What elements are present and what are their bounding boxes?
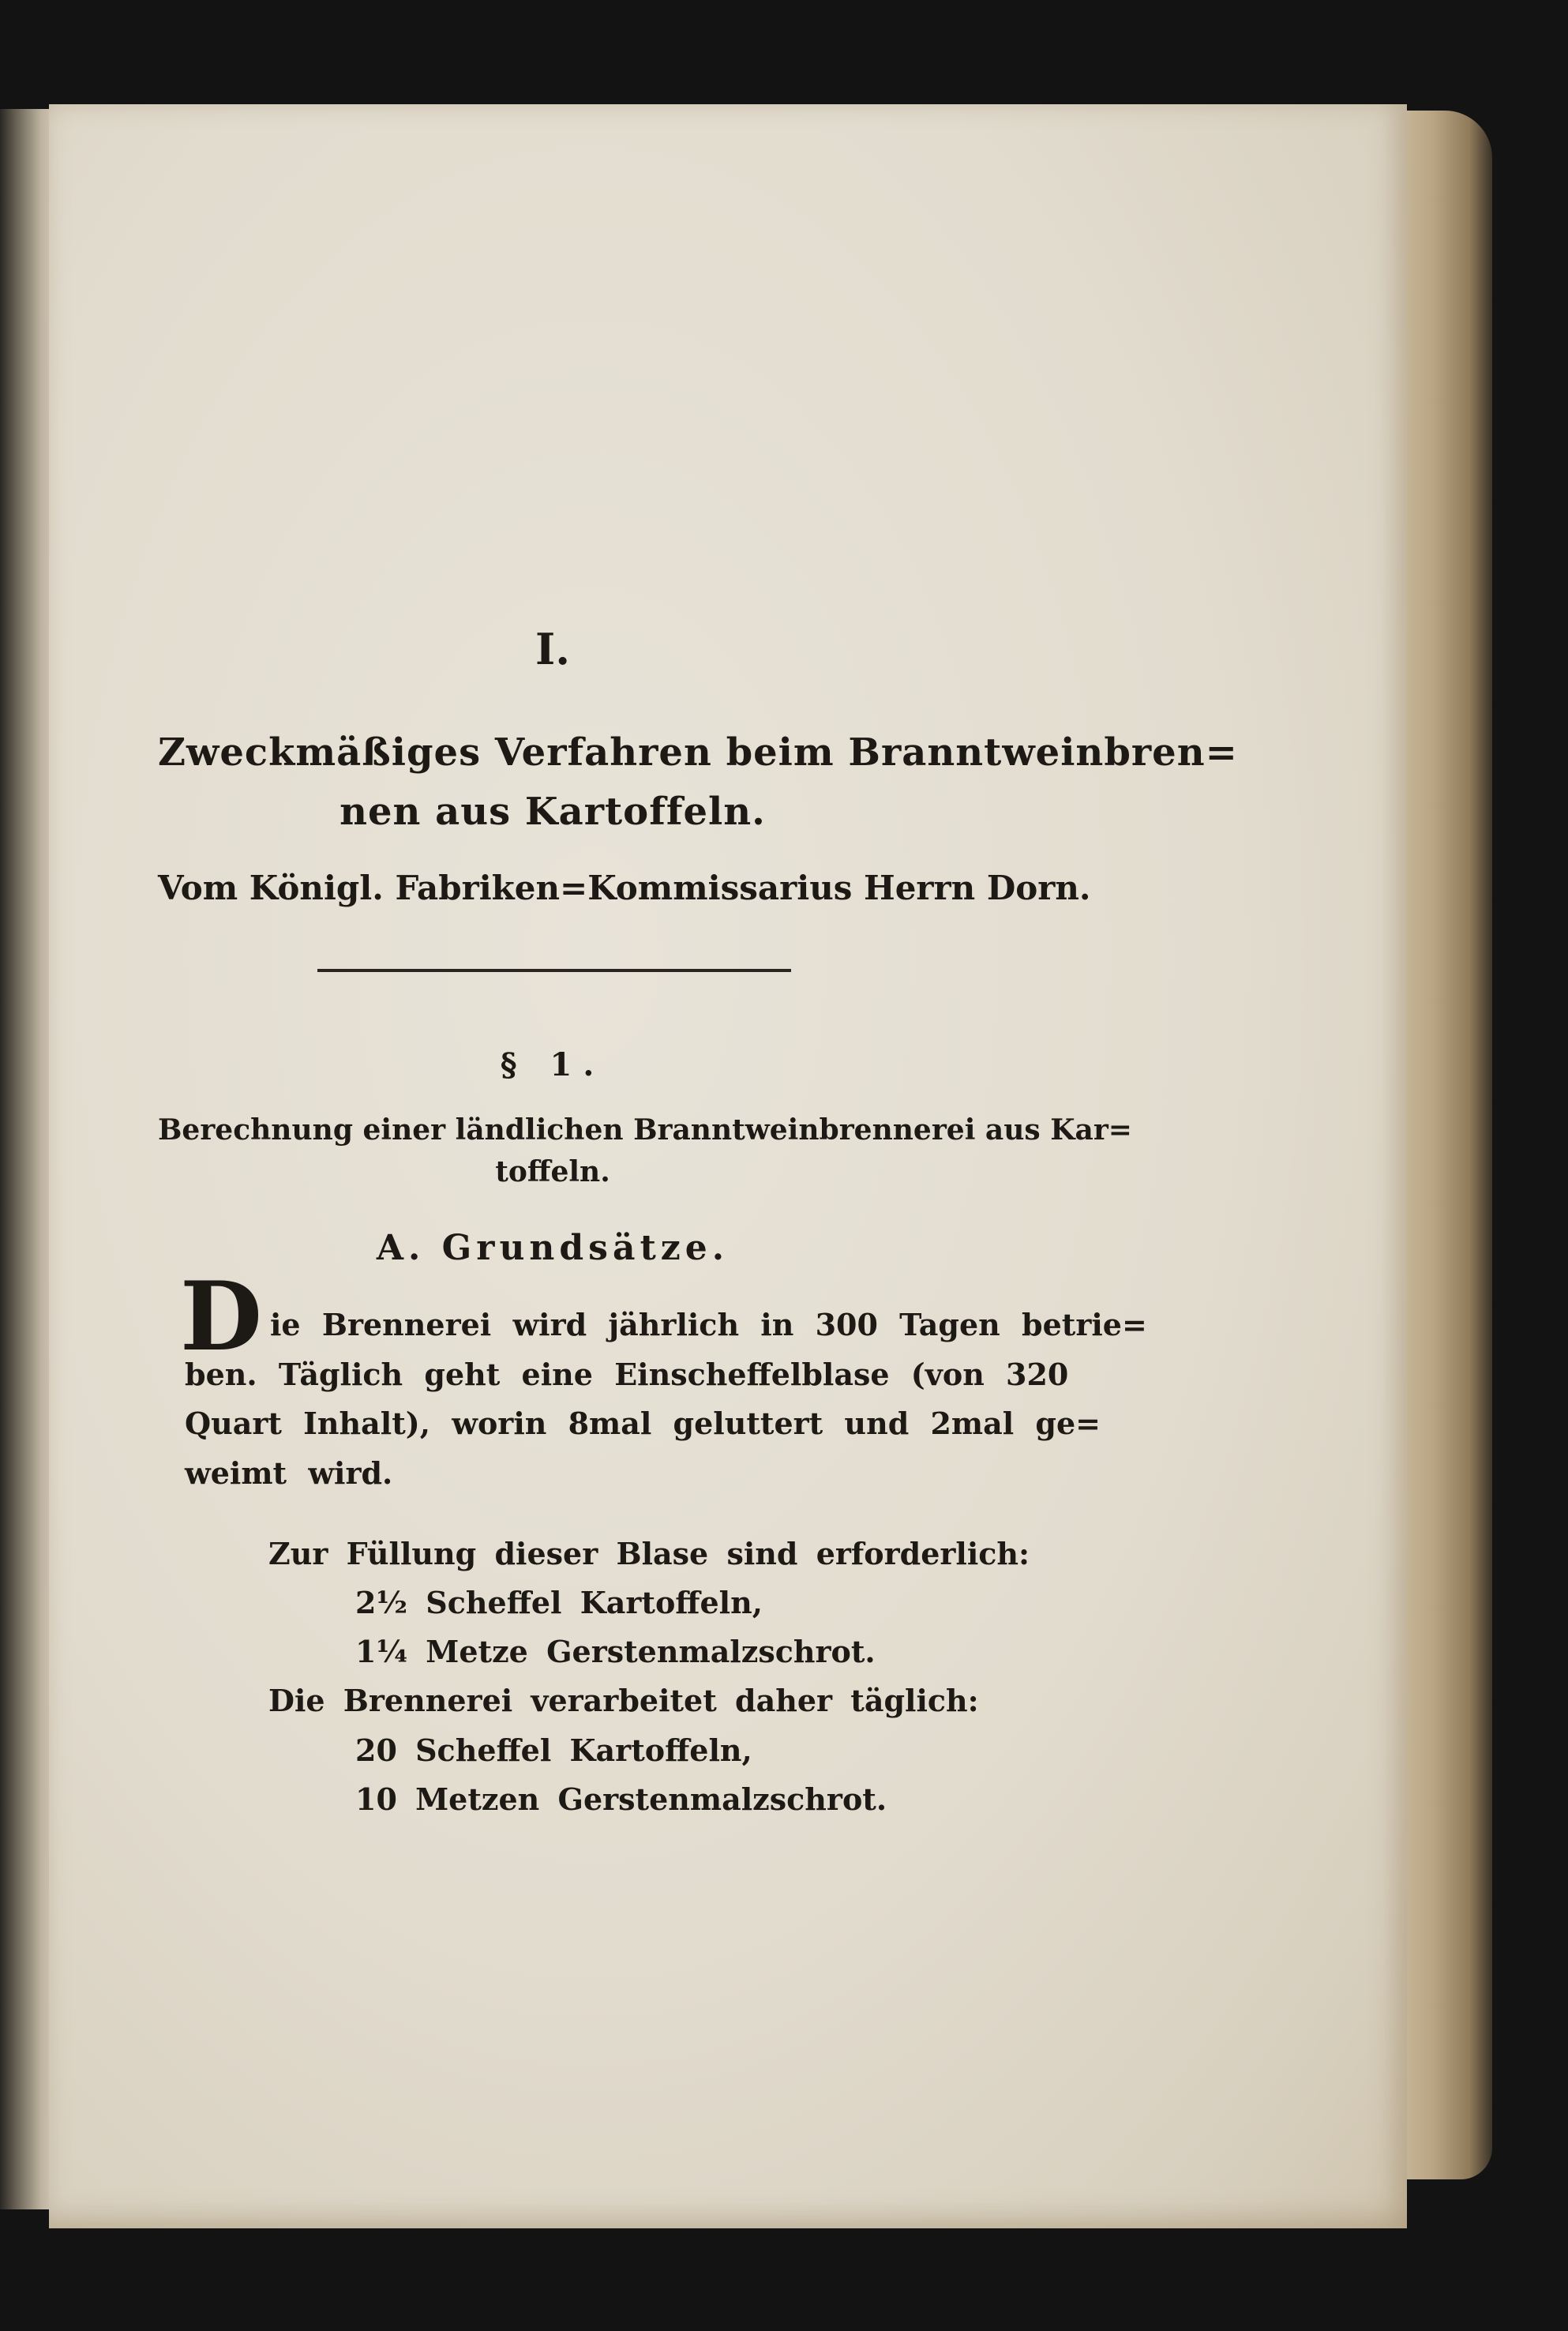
requirements-intro: Zur Füllung dieser Blase sind erforderlich: — [268, 1536, 1030, 1571]
paragraph-line: ben. Täglich geht eine Einscheffelblase (von 320 — [185, 1357, 1069, 1392]
section-title-line-2: toffeln. — [495, 1155, 610, 1188]
chapter-numeral: I. — [535, 624, 571, 674]
daily-item: 20 Scheffel Kartoffeln, — [355, 1732, 752, 1768]
author-byline: Vom Königl. Fabriken=Kommissarius Herrn Dorn. — [158, 869, 1091, 907]
drop-cap: D — [180, 1261, 263, 1372]
title-rule — [317, 969, 791, 972]
requirements-item: 2½ Scheffel Kartoffeln, — [355, 1585, 763, 1620]
daily-item: 10 Metzen Gerstenmalzschrot. — [355, 1781, 887, 1817]
paragraph-line: weimt wird. — [185, 1455, 393, 1491]
title-line-1: Zweckmäßiges Verfahren beim Branntweinbren= — [158, 730, 1238, 775]
subheading: A. Grundsätze. — [376, 1228, 730, 1268]
daily-intro: Die Brennerei verarbeitet daher täglich: — [268, 1683, 979, 1718]
paragraph-line: ie Brennerei wird jährlich in 300 Tagen betrie= — [270, 1307, 1147, 1342]
section-title-line-1: Berechnung einer ländlichen Branntweinbrennerei aus Kar= — [158, 1113, 1132, 1147]
title-line-2: nen aus Kartoffeln. — [339, 790, 766, 834]
paragraph-line: Quart Inhalt), worin 8mal geluttert und 2mal ge= — [185, 1406, 1101, 1441]
section-number: § 1. — [500, 1046, 606, 1083]
requirements-item: 1¼ Metze Gerstenmalzschrot. — [355, 1634, 876, 1669]
